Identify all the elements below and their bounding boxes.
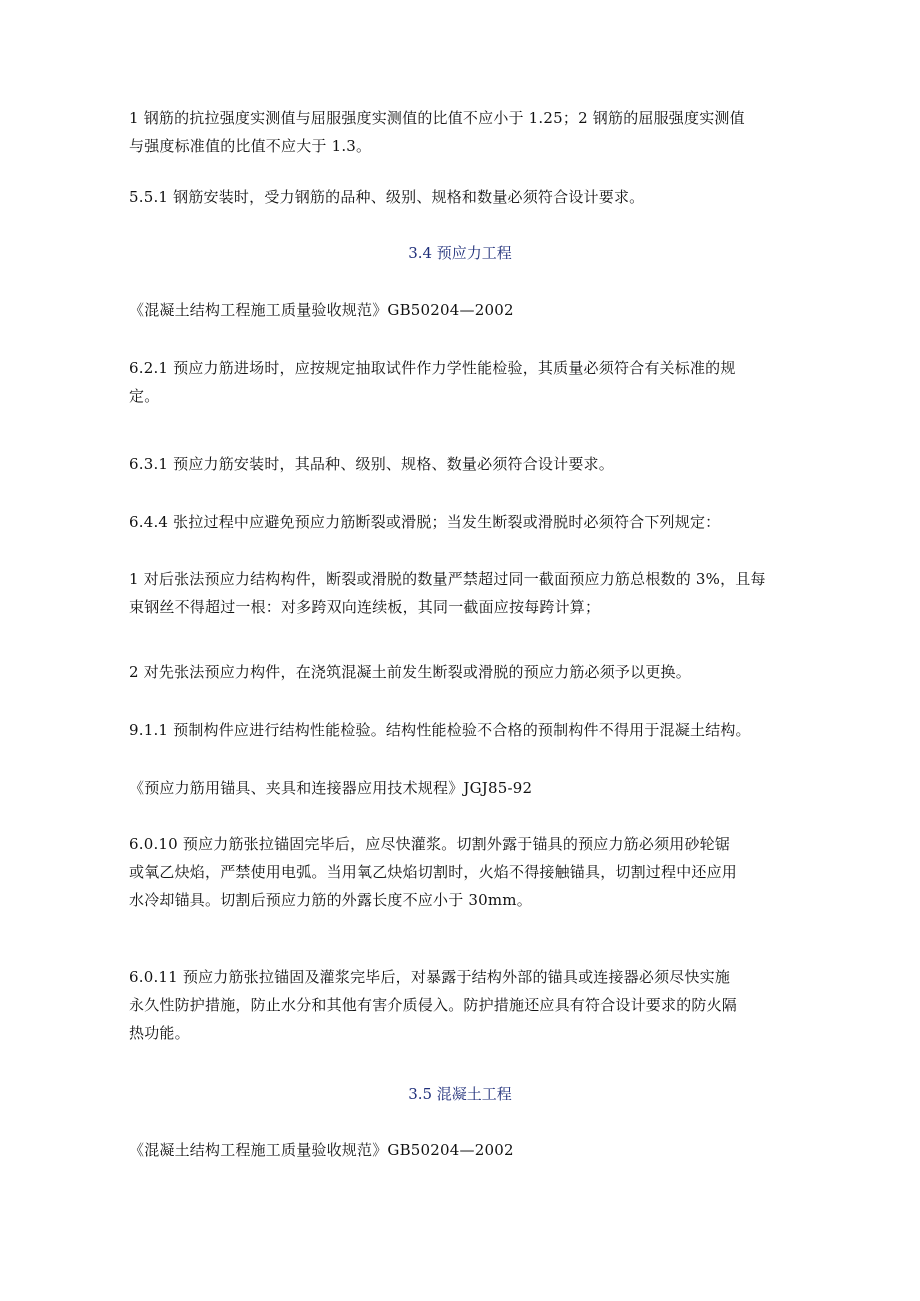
text-line: 水冷却锚具。切割后预应力筋的外露长度不应小于 30mm。 (129, 891, 532, 909)
text-line: 《混凝土结构工程施工质量验收规范》GB50204—2002 (129, 1141, 514, 1159)
text-line: 2 对先张法预应力构件，在浇筑混凝土前发生断裂或滑脱的预应力筋必须予以更换。 (129, 663, 691, 681)
text-line: 与强度标准值的比值不应大于 1.3。 (129, 137, 372, 155)
text-line: 5.5.1 钢筋安装时，受力钢筋的品种、级别、规格和数量必须符合设计要求。 (129, 188, 645, 206)
text-line: 6.0.11 预应力筋张拉锚固及灌浆完毕后，对暴露于结构外部的锚具或连接器必须尽快实施 (129, 968, 731, 986)
text-line: 《预应力筋用锚具、夹具和连接器应用技术规程》JGJ85-92 (129, 779, 533, 797)
text-line: 6.2.1 预应力筋进场时，应按规定抽取试件作力学性能检验，其质量必须符合有关标准的规 (129, 359, 736, 377)
text-line: 《混凝土结构工程施工质量验收规范》GB50204—2002 (129, 301, 514, 319)
paragraph-6-0-11 (129, 963, 829, 1047)
text-line: 6.0.10 预应力筋张拉锚固完毕后，应尽快灌浆。切割外露于锚具的预应力筋必须用砂轮锯 (129, 835, 731, 853)
paragraph-standard-gb50204-2 (129, 1136, 829, 1164)
text-line: 1 对后张法预应力结构构件，断裂或滑脱的数量严禁超过同一截面预应力筋总根数的 3%，且每 (129, 570, 766, 588)
text-line: 9.1.1 预制构件应进行结构性能检验。结构性能检验不合格的预制构件不得用于混凝土结构。 (129, 721, 751, 739)
paragraph-6-0-10 (129, 830, 829, 914)
text-line: 定。 (129, 387, 160, 405)
paragraph-standard-jgj85 (129, 774, 829, 802)
paragraph-9-1-1 (129, 716, 829, 744)
paragraph-6-2-1 (129, 354, 829, 410)
text-line: 永久性防护措施，防止水分和其他有害介质侵入。防护措施还应具有符合设计要求的防火隔 (129, 996, 738, 1014)
paragraph-pre-tension (129, 658, 829, 686)
section-heading-3-4: 3.4 预应力工程 (408, 244, 512, 262)
text-line: 6.3.1 预应力筋安装时，其品种、级别、规格、数量必须符合设计要求。 (129, 455, 614, 473)
paragraph-6-4-4 (129, 508, 829, 536)
paragraph-5-5-1 (129, 183, 829, 211)
text-line: 1 钢筋的抗拉强度实测值与屈服强度实测值的比值不应小于 1.25；2 钢筋的屈服强度实测值 (129, 109, 745, 127)
text-line: 热功能。 (129, 1024, 190, 1042)
paragraph-standard-gb50204 (129, 296, 829, 324)
paragraph-steel-ratio (129, 104, 829, 160)
paragraph-6-3-1 (129, 450, 829, 478)
paragraph-post-tension (129, 565, 829, 621)
text-line: 束钢丝不得超过一根：对多跨双向连续板，其同一截面应按每跨计算； (129, 598, 601, 616)
section-heading-3-5: 3.5 混凝土工程 (408, 1085, 512, 1103)
text-line: 6.4.4 张拉过程中应避免预应力筋断裂或滑脱；当发生断裂或滑脱时必须符合下列规定： (129, 513, 721, 531)
text-line: 或氧乙炔焰，严禁使用电弧。当用氧乙炔焰切割时，火焰不得接触锚具，切割过程中还应用 (129, 863, 738, 881)
